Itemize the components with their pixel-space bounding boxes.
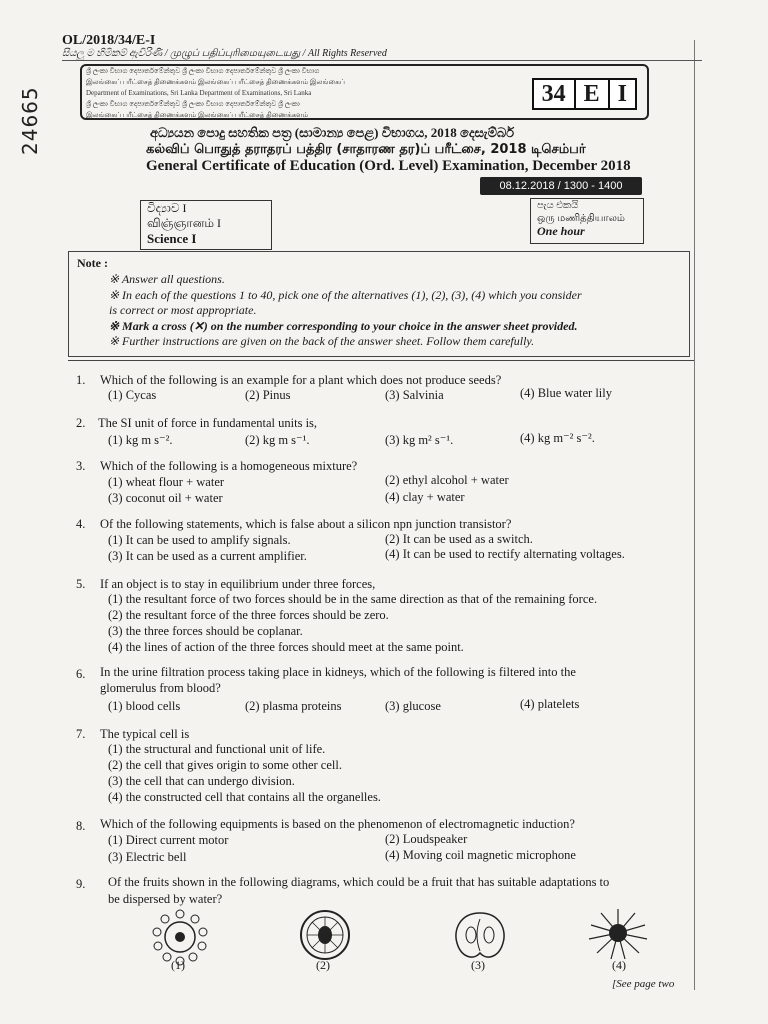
option: (3) Salvinia [385,388,444,402]
question-text: If an object is to stay in equilibrium under three forces, [100,577,376,591]
subject-tamil: விஞ்ஞானம் I [147,216,221,230]
question-text: Which of the following is an example for a plant which does not produce seeds? [100,373,502,387]
exam-title-tamil: கல்விப் பொதுத் தராதரப் பத்திர (சாதாரண தர)ப் பரீட்சை, 2018 டிசெம்பர் [146,142,586,157]
note-title: Note : [77,256,108,270]
option: (3) the three forces should be coplanar. [108,624,303,638]
question-number: 1. [76,373,86,387]
instructions-box [68,251,690,357]
badge-part: I [608,80,635,108]
side-serial-number: 24665 [18,86,42,155]
question-number: 5. [76,577,86,591]
date-time-bar: 08.12.2018 / 1300 - 1400 [480,177,642,195]
option: (1) the resultant force of two forces should be in the same direction as that of the remaining force. [108,592,598,606]
option: (1) Cycas [108,388,157,402]
duration-tamil: ஒரு மணித்தியாலம் [537,213,625,224]
department-header-box [80,64,649,120]
question-number: 4. [76,517,86,531]
option: (3) kg m² s⁻¹. [385,433,454,447]
question-text-continued: glomerulus from blood? [100,681,221,695]
page-edge-line [694,40,695,990]
question-text: The SI unit of force in fundamental units is, [98,416,318,430]
duration-box [530,198,644,244]
option: (1) wheat flour + water [108,475,225,489]
option: (4) It can be used to rectify alternating voltages. [385,547,625,561]
subject-english: Science I [147,231,197,246]
option: (2) the resultant force of the three forces should be zero. [108,608,389,622]
option: (3) glucose [385,699,441,713]
option: (3) the cell that can undergo division. [108,774,295,788]
option: (1) It can be used to amplify signals. [108,533,291,547]
option: (3) Electric bell [108,850,187,864]
duration-sinhala: පැය එකයි [537,200,579,211]
option: (4) kg m⁻² s⁻². [520,431,595,445]
note-item: ※ Mark a cross (✕) on the number corresponding to your choice in the answer sheet provided. [109,319,578,333]
option: (2) kg m s⁻¹. [245,433,310,447]
duration-english: One hour [537,224,585,238]
question-number: 2. [76,416,86,430]
divider [68,360,694,361]
question-text: Of the fruits shown in the following diagrams, which could be a fruit that has suitable adaptations to [108,875,610,889]
option: (4) clay + water [385,490,465,504]
header-row: ශ්‍රී ලංකා විභාග දෙපාර්තමේන්තුව ශ්‍රී ලංකා විභාග දෙපාර්තමේන්තුව ශ්‍රී ලංකා විභාග [86,67,320,75]
option: (4) Blue water lily [520,386,612,400]
option: (4) Moving coil magnetic microphone [385,848,576,862]
badge-medium: E [574,80,608,108]
exam-title-sinhala: අධ්‍යයන පොදු සහතික පත්‍ර (සාමාන්‍ය පෙළ) විභාගය, 2018 දෙසැම්බර් [150,125,515,140]
figure-label: (1) [171,958,185,972]
option: (4) the constructed cell that contains all the organelles. [108,790,381,804]
badge-subject-code: 34 [541,81,566,107]
header-row: ශ්‍රී ලංකා විභාග දෙපාර්තමේන්තුව ශ්‍රී ලංකා විභාග දෙපාර්තමේන්තුව ශ්‍රී ලංකා [86,100,300,108]
question-number: 3. [76,459,86,473]
option: (2) Loudspeaker [385,832,468,846]
figure-label: (4) [612,958,626,972]
figure-label: (3) [471,958,485,972]
question-text: Which of the following equipments is based on the phenomenon of electromagnetic induction? [100,817,575,831]
option: (2) plasma proteins [245,699,342,713]
question-text: In the urine filtration process taking place in kidneys, which of the following is filtered into the [100,665,576,679]
header-row: Department of Examinations, Sri Lanka Department of Examinations, Sri Lanka [86,89,312,97]
option: (4) platelets [520,697,580,711]
option: (2) Pinus [245,388,291,402]
divider [62,60,702,61]
header-row: இலங்கைப் பரீட்சைத் திணைக்களம் இலங்கைப் பரீட்சைத் திணைக்களம் [86,111,309,119]
header-row: இலங்கைப் பரீட்சைத் திணைக்களம் இலங்கைப் பரீட்சைத் திணைக்களம் இலங்கைப் [86,78,345,86]
paper-number-badge [532,78,637,110]
question-number: 6. [76,667,86,681]
note-item: ※ Answer all questions. [109,272,225,286]
option: (1) blood cells [108,699,181,713]
option: (1) the structural and functional unit of life. [108,742,326,756]
option: (2) the cell that gives origin to some other cell. [108,758,342,772]
option: (3) It can be used as a current amplifier. [108,549,307,563]
question-text: Which of the following is a homogeneous mixture? [100,459,358,473]
paper-code: OL/2018/34/E-I [62,33,156,48]
option: (2) ethyl alcohol + water [385,473,509,487]
option: (1) kg m s⁻². [108,433,173,447]
see-page-two-note: [See page two [612,978,675,990]
exam-title-english: General Certificate of Education (Ord. Level) Examination, December 2018 [146,158,631,174]
option: (3) coconut oil + water [108,491,223,505]
option: (4) the lines of action of the three forces should meet at the same point. [108,640,464,654]
rights-notice: සියලු ම හිමිකම් ඇවිරිණි / முழுப் பதிப்புரிமையுடையது / All Rights Reserved [62,48,387,59]
question-number: 9. [76,877,86,891]
question-number: 7. [76,727,86,741]
question-text-continued: be dispersed by water? [108,892,223,906]
option: (2) It can be used as a switch. [385,532,533,546]
question-number: 8. [76,819,86,833]
option: (1) Direct current motor [108,833,229,847]
note-item: ※ In each of the questions 1 to 40, pick one of the alternatives (1), (2), (3), (4) which you consider [109,288,582,302]
note-item: ※ Further instructions are given on the back of the answer sheet. Follow them carefully. [109,334,535,348]
note-item: is correct or most appropriate. [109,303,257,317]
subject-sinhala: විද්‍යාව I [147,201,187,215]
figure-label: (2) [316,958,330,972]
question-text: The typical cell is [100,727,190,741]
subject-box [140,200,272,250]
question-text: Of the following statements, which is false about a silicon npn junction transistor? [100,517,512,531]
